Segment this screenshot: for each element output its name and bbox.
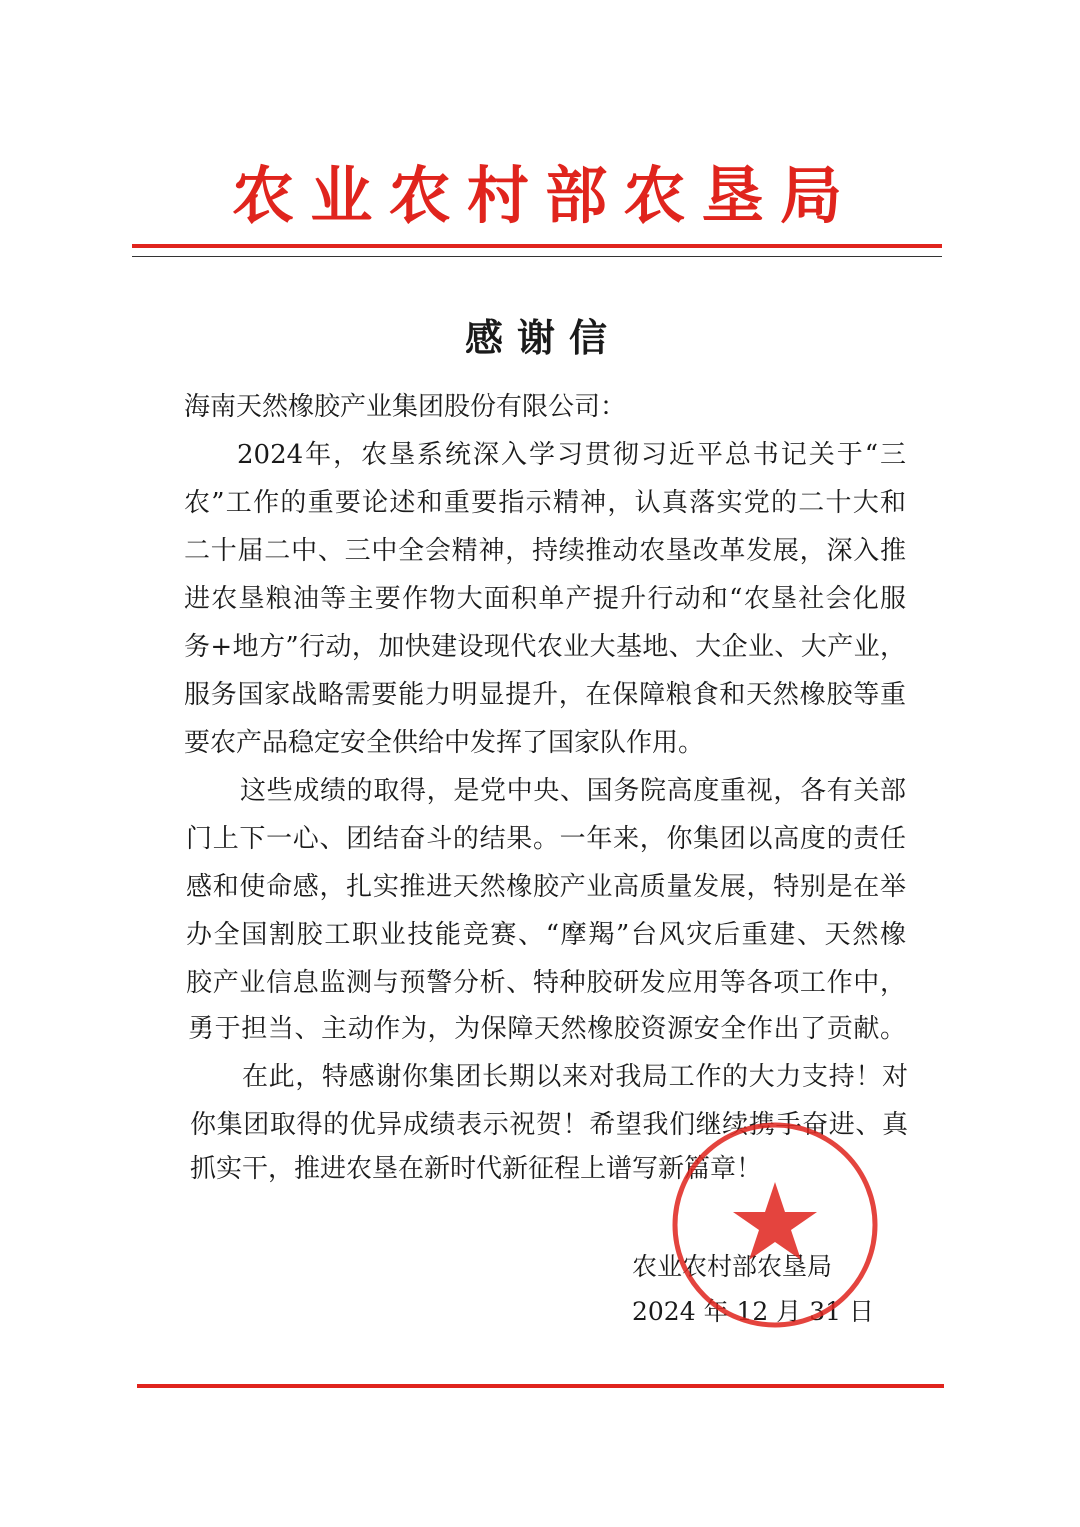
body-line: 进农垦粮油等主要作物大面积单产提升行动和“农垦社会化服 <box>184 584 906 614</box>
body-line: 办全国割胶工职业技能竞赛、“摩羯”台风灾后重建、天然橡 <box>186 920 906 950</box>
body-line: 服务国家战略需要能力明显提升，在保障粮食和天然橡胶等重 <box>184 680 906 710</box>
salutation: 海南天然橡胶产业集团股份有限公司： <box>184 392 627 422</box>
letterhead-red-rule <box>132 244 942 248</box>
body-line: 在此，特感谢你集团长期以来对我局工作的大力支持！对 <box>242 1062 908 1092</box>
body-line: 胶产业信息监测与预警分析、特种胶研发应用等各项工作中， <box>186 968 906 998</box>
body-line: 勇于担当、主动作为，为保障天然橡胶资源安全作出了贡献。 <box>188 1014 906 1044</box>
letter-title: 感谢信 <box>464 315 621 360</box>
letterhead-organization: 农业农村部农垦局 <box>232 159 842 232</box>
body-line: 门上下一心、团结奋斗的结果。一年来，你集团以高度的责任 <box>186 824 906 854</box>
body-line: 你集团取得的优异成绩表示祝贺！希望我们继续携手奋进、真 <box>190 1110 908 1140</box>
body-line: 这些成绩的取得，是党中央、国务院高度重视，各有关部 <box>240 776 906 806</box>
body-line: 2024年，农垦系统深入学习贯彻习近平总书记关于“三 <box>237 440 906 470</box>
official-seal <box>670 1120 880 1330</box>
body-line: 二十届二中、三中全会精神，持续推动农垦改革发展，深入推 <box>184 536 906 566</box>
body-line: 务+地方”行动，加快建设现代农业大基地、大企业、大产业， <box>184 632 906 662</box>
body-line: 感和使命感，扎实推进天然橡胶产业高质量发展，特别是在举 <box>186 872 906 902</box>
star-icon <box>733 1182 817 1260</box>
letterhead-thin-rule <box>132 256 942 257</box>
footer-red-rule <box>137 1384 944 1388</box>
signature-date: 2024 年 12 月 31 日 <box>632 1297 874 1326</box>
body-line: 要农产品稳定安全供给中发挥了国家队作用。 <box>184 728 705 758</box>
signature-issuer: 农业农村部农垦局 <box>632 1252 833 1281</box>
body-line: 农”工作的重要论述和重要指示精神，认真落实党的二十大和 <box>184 488 906 518</box>
body-line: 抓实干，推进农垦在新时代新征程上谱写新篇章！ <box>190 1154 763 1184</box>
